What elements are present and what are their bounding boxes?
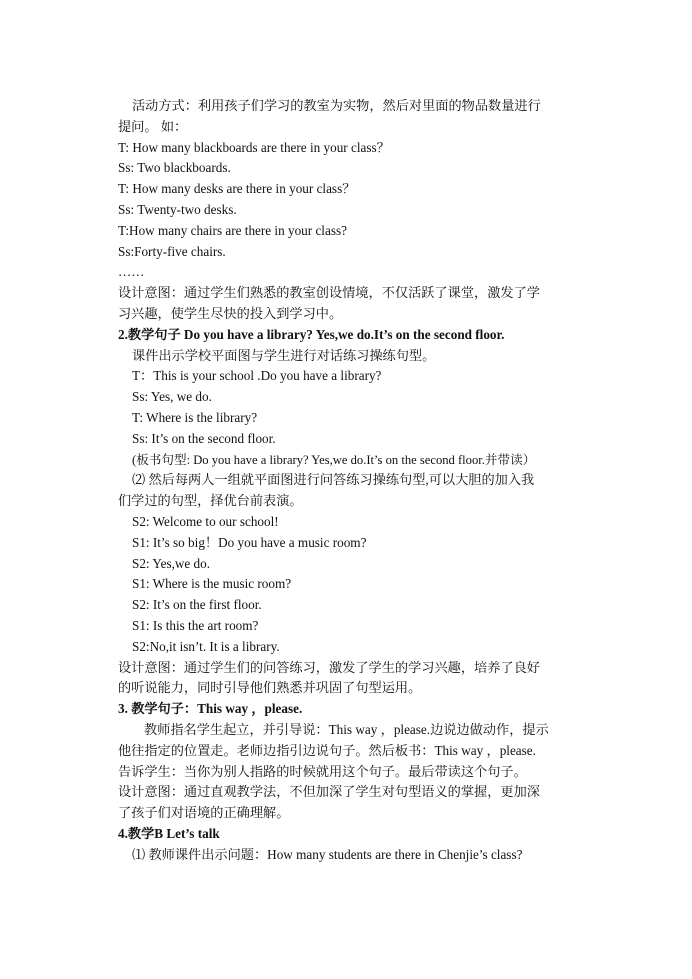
dialogue-line: Ss: Twenty-two desks. <box>118 201 237 217</box>
design-intent: 设计意图：通过学生们的问答练习，激发了学生的学习兴趣，培养了良好 <box>118 659 540 675</box>
text-line: ⑵ 然后每两人一组就平面图进行问答练习操练句型,可以大胆的加入我 <box>132 472 535 488</box>
dialogue-line: S2: Yes,we do. <box>132 555 211 571</box>
text-line: (板书句型: Do you have a library? Yes,we do.It’s on the second floor.并带读） <box>132 452 536 467</box>
dialogue-line: T: How many blackboards are there in your class？ <box>118 139 390 155</box>
section-heading: 3. 教学句子：This way ，please. <box>118 701 303 717</box>
dialogue-line: S1: Where is the music room? <box>132 576 292 592</box>
design-intent: 了孩子们对语境的正确理解。 <box>118 805 290 821</box>
design-intent: 的听说能力，同时引导他们熟悉并巩固了句型运用。 <box>118 680 422 696</box>
dialogue-line: T: How many desks are there in your class？ <box>118 181 356 197</box>
document-page <box>118 96 588 865</box>
dialogue-line: Ss:Forty-five chairs. <box>118 243 226 259</box>
text-line: 课件出示学校平面图与学生进行对话练习操练句型。 <box>132 347 436 363</box>
text-line: ⑴ 教师课件出示问题：How many students are there in Chenjie’s class? <box>132 846 523 862</box>
dialogue-line: Ss: Two blackboards. <box>118 160 231 176</box>
section-heading: 2.教学句子 Do you have a library? Yes,we do.It’s on the second floor. <box>118 326 505 342</box>
dialogue-line: S2: Welcome to our school! <box>132 513 279 529</box>
section-heading: 4.教学B Let’s talk <box>118 825 220 841</box>
text-line: 教师指名学生起立，并引导说：This way ，please.边说边做动作，提示 <box>144 721 549 737</box>
ellipsis: …… <box>118 264 145 280</box>
dialogue-line: T: Where is the library? <box>132 409 258 425</box>
text-line: 告诉学生：当你为别人指路的时候就用这个句子。最后带读这个句子。 <box>118 763 527 779</box>
dialogue-line: Ss: It’s on the second floor. <box>132 430 276 446</box>
text-line: 提问。 如： <box>118 118 188 134</box>
dialogue-line: S1: It’s so big！Do you have a music room? <box>132 534 367 550</box>
dialogue-line: T:How many chairs are there in your class? <box>118 222 347 238</box>
design-intent: 设计意图：通过直观教学法，不但加深了学生对句型语义的掌握，更加深 <box>118 784 540 800</box>
text-line: 他往指定的位置走。老师边指引边说句子。然后板书：This way ，please. <box>118 742 536 758</box>
dialogue-line: S2: It’s on the first floor. <box>132 597 262 613</box>
dialogue-line: Ss: Yes, we do. <box>132 389 212 405</box>
text-line: 们学过的句型，择优台前表演。 <box>118 493 303 509</box>
design-intent: 设计意图：通过学生们熟悉的教室创设情境，不仅活跃了课堂，激发了学 <box>118 285 540 301</box>
text-line: 活动方式：利用孩子们学习的教室为实物，然后对里面的物品数量进行 <box>132 98 541 113</box>
design-intent: 习兴趣，使学生尽快的投入到学习中。 <box>118 305 343 321</box>
dialogue-line: S1: Is this the art room? <box>132 617 259 633</box>
dialogue-line: S2:No,it isn’t. It is a library. <box>132 638 280 654</box>
dialogue-line: T：This is your school .Do you have a library? <box>132 368 382 384</box>
